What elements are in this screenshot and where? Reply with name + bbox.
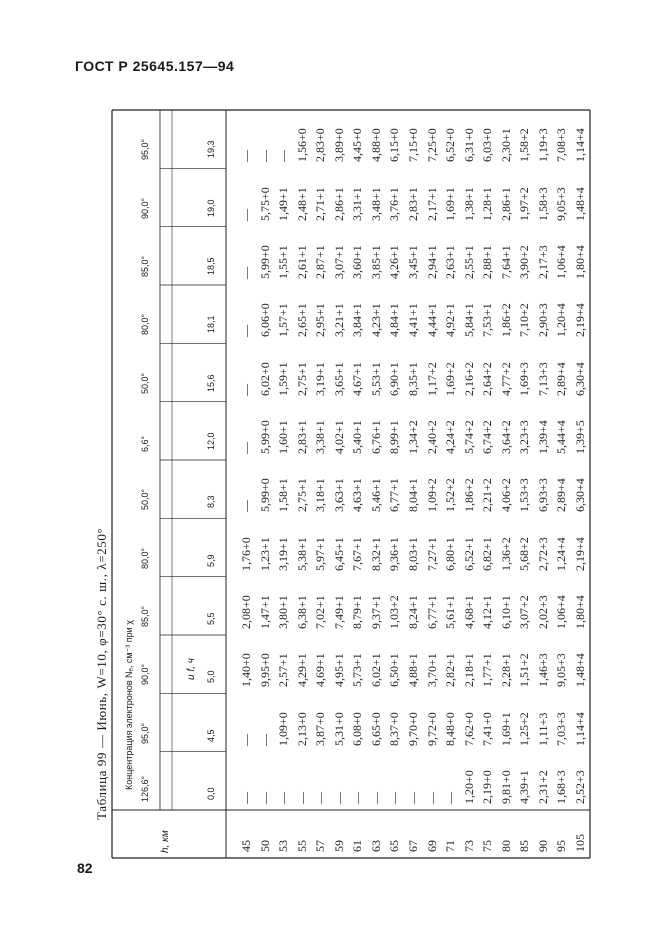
chi-value: 85,0° bbox=[140, 255, 150, 277]
table-cell: — bbox=[239, 442, 253, 454]
table-cell: 1,69+3 bbox=[517, 361, 532, 396]
table-cell: 2,40+2 bbox=[424, 420, 439, 454]
table-cell: 5,99+0 bbox=[257, 478, 272, 513]
table-cell: 1,06+4 bbox=[554, 245, 569, 279]
table-cell: 2,30+1 bbox=[498, 128, 513, 163]
table-cell: 4,68+1 bbox=[461, 595, 476, 629]
table-cell: — bbox=[331, 792, 346, 804]
table-cell: 2,83+1 bbox=[406, 186, 420, 221]
h-value: 73 bbox=[461, 840, 476, 852]
table-cell: — bbox=[424, 792, 439, 804]
table-cell: 9,05+3 bbox=[554, 653, 569, 688]
table-cell: 5,99+0 bbox=[257, 420, 272, 454]
table-cell: 5,46+1 bbox=[368, 478, 383, 513]
table-cell: 6,65+0 bbox=[368, 711, 383, 746]
table-cell: — bbox=[368, 792, 383, 804]
chi-value: 95,0° bbox=[140, 139, 150, 161]
table-cell: 6,76+1 bbox=[368, 420, 383, 454]
table-cell: 4,23+1 bbox=[368, 303, 383, 338]
table-cell: — bbox=[406, 792, 420, 804]
f-value: 19,3 bbox=[206, 140, 216, 159]
table-cell: 3,19+1 bbox=[313, 361, 328, 396]
table-cell: 7,53+1 bbox=[480, 303, 495, 338]
h-value: 53 bbox=[276, 840, 291, 852]
table-cell: 3,18+1 bbox=[313, 478, 328, 513]
table-cell: — bbox=[239, 208, 253, 221]
table-cell: 2,75+1 bbox=[294, 478, 309, 513]
table-cell: 4,84+1 bbox=[387, 303, 402, 338]
table-cell: 2,75+1 bbox=[294, 361, 309, 396]
table-cell: 6,52+1 bbox=[461, 536, 476, 571]
table-cell: 3,07+2 bbox=[517, 595, 532, 629]
table-cell: 1,11+3 bbox=[535, 712, 550, 746]
table-cell: 6,38+1 bbox=[294, 595, 309, 629]
h-value: 57 bbox=[313, 840, 328, 852]
table-cell: 6,77+1 bbox=[424, 595, 439, 629]
table-cell: 7,62+0 bbox=[461, 711, 476, 746]
table-cell: 8,03+1 bbox=[406, 536, 420, 571]
f-value: 5,9 bbox=[206, 554, 216, 567]
table-cell: — bbox=[239, 383, 253, 396]
table-caption: Таблица 99 — Июнь, W=10, φ=30° с. ш., λ=250° bbox=[94, 527, 109, 820]
table-cell: 1,55+1 bbox=[276, 245, 291, 279]
h-value: 61 bbox=[350, 840, 365, 852]
table-cell: 6,90+1 bbox=[387, 361, 402, 396]
table-cell: 8,04+1 bbox=[406, 478, 420, 513]
table-cell: 1,53+3 bbox=[517, 478, 532, 513]
table-cell: 3,63+1 bbox=[331, 478, 346, 513]
table-cell: 5,31+0 bbox=[331, 711, 346, 746]
table-cell: — bbox=[387, 792, 402, 804]
table-cell: 2,19+4 bbox=[573, 536, 587, 571]
table-cell: — bbox=[239, 267, 253, 279]
table-cell: 4,39+1 bbox=[517, 770, 532, 804]
table-cell: 9,36+1 bbox=[387, 536, 402, 571]
table-cell: 2,16+2 bbox=[461, 361, 476, 396]
table-cell: 4,29+1 bbox=[294, 653, 309, 688]
f-value: 19,0 bbox=[206, 199, 216, 217]
table-cell: 4,88+1 bbox=[406, 653, 420, 688]
table-cell: 1,52+2 bbox=[443, 478, 458, 513]
f-value: 4,5 bbox=[206, 729, 216, 742]
table-cell: 6,82+1 bbox=[480, 536, 495, 571]
table-cell: 7,67+1 bbox=[350, 536, 365, 571]
table-cell: 1,48+4 bbox=[573, 186, 587, 221]
table-cell: 2,02+3 bbox=[535, 595, 550, 629]
table-cell: 2,83+0 bbox=[313, 128, 328, 163]
table-cell: 3,38+1 bbox=[313, 420, 328, 454]
table-cell: 3,60+1 bbox=[350, 245, 365, 279]
table-cell: 3,21+1 bbox=[331, 303, 346, 338]
table-cell: 3,85+1 bbox=[368, 245, 383, 279]
table-cell: 6,77+1 bbox=[387, 478, 402, 513]
table-cell: 4,06+2 bbox=[498, 478, 513, 513]
table-cell: 2,86+1 bbox=[498, 186, 513, 221]
chi-value: 80,0° bbox=[140, 547, 150, 569]
table-cell: 2,64+2 bbox=[480, 361, 495, 396]
table-cell: 1,77+1 bbox=[480, 653, 495, 688]
table-cell: 1,59+1 bbox=[276, 361, 291, 396]
table-cell: — bbox=[239, 150, 253, 163]
table-cell: 2,88+1 bbox=[480, 245, 495, 279]
chi-value: 50,0° bbox=[140, 489, 150, 511]
table-cell: 2,18+1 bbox=[461, 653, 476, 688]
table-cell: 1,47+1 bbox=[257, 595, 272, 629]
table-cell: 5,68+2 bbox=[517, 536, 532, 571]
concentration-label: Концентрация электронов Nₑ, см⁻³ при χ bbox=[124, 620, 134, 790]
table-cell: 4,45+0 bbox=[350, 128, 365, 163]
h-value: 55 bbox=[294, 840, 309, 852]
table-cell: 2,86+1 bbox=[331, 186, 346, 221]
h-value: 67 bbox=[406, 840, 420, 852]
table-cell: — bbox=[239, 325, 253, 338]
table-cell: 6,03+0 bbox=[480, 128, 495, 163]
table-cell: 6,30+4 bbox=[573, 478, 587, 513]
h-value: 75 bbox=[480, 840, 495, 852]
table-cell: 3,64+2 bbox=[498, 420, 513, 454]
table-cell: 5,40+1 bbox=[350, 420, 365, 454]
table-cell: 2,63+1 bbox=[443, 245, 458, 279]
table-cell: 1,03+2 bbox=[387, 595, 402, 629]
table-cell: 8,24+1 bbox=[406, 595, 420, 629]
table-cell: 1,60+1 bbox=[276, 420, 291, 454]
table-cell: 4,02+1 bbox=[331, 420, 346, 454]
table-cell: 4,95+1 bbox=[331, 653, 346, 688]
table-cell: 6,52+0 bbox=[443, 128, 458, 163]
table-cell: 3,89+0 bbox=[331, 128, 346, 163]
table-cell: 2,31+2 bbox=[535, 770, 550, 804]
table-cell: 1,23+1 bbox=[257, 536, 272, 571]
table-cell: 3,84+1 bbox=[350, 303, 365, 338]
table-cell: 4,26+1 bbox=[387, 245, 402, 279]
table-cell: 4,63+1 bbox=[350, 478, 365, 513]
chi-value: 50,0° bbox=[140, 372, 150, 394]
table-cell: 8,32+1 bbox=[368, 536, 383, 571]
table-cell: 6,93+3 bbox=[535, 478, 550, 513]
table-cell: 4,77+2 bbox=[498, 361, 513, 396]
table-cell: 1,56+0 bbox=[294, 128, 309, 163]
h-value: 105 bbox=[573, 834, 587, 852]
table-cell: 1,69+2 bbox=[443, 361, 458, 396]
table-cell: 2,17+1 bbox=[424, 186, 439, 221]
table-cell: 1,20+0 bbox=[461, 770, 476, 804]
table-cell: — bbox=[257, 733, 272, 746]
table-cell: 1,19+3 bbox=[535, 128, 550, 163]
table-cell: 1,14+4 bbox=[573, 128, 587, 163]
table-cell: 2,19+4 bbox=[573, 303, 587, 338]
table-cell: — bbox=[276, 150, 291, 163]
table-cell: 4,41+1 bbox=[406, 303, 420, 338]
table-cell: — bbox=[294, 792, 309, 804]
table-cell: 1,25+2 bbox=[517, 711, 532, 746]
chi-value: 6,6° bbox=[140, 435, 150, 452]
table-cell: 1,58+2 bbox=[517, 128, 532, 163]
table-cell: 1,20+4 bbox=[554, 303, 569, 338]
table-cell: — bbox=[239, 792, 253, 804]
chi-value: 85,0° bbox=[140, 605, 150, 627]
table-cell: 2,95+1 bbox=[313, 303, 328, 338]
table-cell: 2,89+4 bbox=[554, 361, 569, 396]
h-value: 59 bbox=[331, 840, 346, 852]
table-cell: 1,09+2 bbox=[424, 478, 439, 513]
table-cell: 2,83+1 bbox=[294, 420, 309, 454]
table-cell: 3,19+1 bbox=[276, 536, 291, 571]
table-cell: 1,46+3 bbox=[535, 653, 550, 688]
table-cell: 6,02+1 bbox=[368, 653, 383, 688]
table-cell: 1,76+0 bbox=[239, 536, 253, 571]
table-cell: 6,06+0 bbox=[257, 303, 272, 338]
document-header: ГОСТ Р 25645.157—94 bbox=[75, 58, 235, 74]
table-cell: 1,39+5 bbox=[573, 420, 587, 454]
table-cell: 5,74+2 bbox=[461, 420, 476, 454]
table-cell: 7,25+0 bbox=[424, 128, 439, 163]
table-cell: — bbox=[257, 150, 272, 163]
table-cell: 6,80+1 bbox=[443, 536, 458, 571]
table-cell: 1,24+4 bbox=[554, 536, 569, 571]
table-cell: 4,67+1 bbox=[350, 361, 365, 396]
table-cell: 5,73+1 bbox=[350, 653, 365, 688]
table-cell: 1,17+2 bbox=[424, 361, 439, 396]
table-cell: 9,95+0 bbox=[257, 653, 272, 688]
table-cell: 6,30+4 bbox=[573, 361, 587, 396]
f-value: 0,0 bbox=[206, 787, 216, 800]
table-cell: 1,57+1 bbox=[276, 303, 291, 338]
table-cell: 9,70+0 bbox=[406, 711, 420, 746]
table-cell: 2,94+1 bbox=[424, 245, 439, 279]
table-cell: 1,58+1 bbox=[276, 478, 291, 513]
table-cell: 1,14+4 bbox=[573, 711, 587, 746]
table-cell: 2,87+1 bbox=[313, 245, 328, 279]
table-cell: 5,53+1 bbox=[368, 361, 383, 396]
table-cell: 7,08+3 bbox=[554, 128, 569, 163]
table-cell: 2,71+1 bbox=[313, 186, 328, 221]
h-value: 95 bbox=[554, 840, 569, 852]
table-cell: 4,92+1 bbox=[443, 303, 458, 338]
table-cell: 3,31+1 bbox=[350, 186, 365, 221]
table-cell: — bbox=[239, 500, 253, 513]
table-cell: 6,10+1 bbox=[498, 595, 513, 629]
table-cell: 1,28+1 bbox=[480, 186, 495, 221]
table-cell: 8,79+1 bbox=[350, 595, 365, 629]
table-cell: 2,65+1 bbox=[294, 303, 309, 338]
table-cell: 7,41+0 bbox=[480, 711, 495, 746]
f-value: 18,5 bbox=[206, 257, 216, 275]
table-cell: 3,70+1 bbox=[424, 653, 439, 688]
h-value: 63 bbox=[368, 840, 383, 852]
table-cell: 1,36+2 bbox=[498, 536, 513, 571]
table-cell: 1,86+2 bbox=[461, 478, 476, 513]
table-cell: 1,69+1 bbox=[443, 186, 458, 221]
table-cell: 1,80+4 bbox=[573, 245, 587, 279]
table-cell: 3,76+1 bbox=[387, 186, 402, 221]
h-value: 65 bbox=[387, 840, 402, 852]
chi-value: 95,0° bbox=[140, 722, 150, 744]
table-cell: 5,38+1 bbox=[294, 536, 309, 571]
f-value: 15,6 bbox=[206, 374, 216, 392]
table-cell: 1,06+4 bbox=[554, 595, 569, 629]
table-cell: 7,27+1 bbox=[424, 536, 439, 571]
table-cell: 8,37+0 bbox=[387, 711, 402, 746]
table-cell: 4,12+1 bbox=[480, 595, 495, 629]
table-cell: 1,69+1 bbox=[498, 711, 513, 746]
h-value: 80 bbox=[498, 840, 513, 852]
table-cell: 2,21+2 bbox=[480, 478, 495, 513]
table-cell: 1,38+1 bbox=[461, 186, 476, 221]
table-cell: 3,87+0 bbox=[313, 711, 328, 746]
table-cell: 4,24+2 bbox=[443, 420, 458, 454]
table-cell: 3,65+1 bbox=[331, 361, 346, 396]
h-value: 71 bbox=[443, 840, 458, 852]
table-cell: 5,97+1 bbox=[313, 536, 328, 571]
table-cell: — bbox=[313, 792, 328, 804]
table-cell: 3,45+1 bbox=[406, 245, 420, 279]
table-cell: 2,72+3 bbox=[535, 536, 550, 571]
h-column-label: h, км bbox=[160, 830, 171, 853]
table-cell: 8,35+1 bbox=[406, 361, 420, 396]
table-cell: 5,61+1 bbox=[443, 595, 458, 629]
table-cell: 6,50+1 bbox=[387, 653, 402, 688]
f-value: 5,5 bbox=[206, 612, 216, 625]
table-cell: 1,51+2 bbox=[517, 653, 532, 688]
table-cell: 1,80+4 bbox=[573, 595, 587, 629]
table-cell: 2,08+0 bbox=[239, 595, 253, 629]
h-value: 85 bbox=[517, 840, 532, 852]
table-cell: 9,37+1 bbox=[368, 595, 383, 629]
h-value: 45 bbox=[239, 840, 253, 852]
table-cell: 7,49+1 bbox=[331, 595, 346, 629]
h-value: 50 bbox=[257, 840, 272, 852]
table-cell: 2,55+1 bbox=[461, 245, 476, 279]
f-value: 8,3 bbox=[206, 495, 216, 509]
table-cell: 2,19+0 bbox=[480, 770, 495, 804]
table-cell: 7,15+0 bbox=[406, 128, 420, 163]
table-cell: 7,13+3 bbox=[535, 361, 550, 396]
h-value: 90 bbox=[535, 840, 550, 852]
chi-value: 126,6° bbox=[140, 775, 150, 802]
table-cell: — bbox=[257, 792, 272, 804]
table-cell: 6,31+0 bbox=[461, 128, 476, 163]
table-cell: 1,48+4 bbox=[573, 653, 587, 688]
table-cell: 3,23+3 bbox=[517, 420, 532, 454]
table-cell: 1,39+4 bbox=[535, 420, 550, 454]
table-cell: 2,17+3 bbox=[535, 245, 550, 279]
table-cell: 7,03+3 bbox=[554, 711, 569, 746]
table-cell: 6,45+1 bbox=[331, 536, 346, 571]
f-value: 12,0 bbox=[206, 432, 216, 450]
table-cell: 2,82+1 bbox=[443, 653, 458, 688]
chi-value: 80,0° bbox=[140, 314, 150, 336]
table-cell: 7,10+2 bbox=[517, 303, 532, 338]
table-cell: 3,07+1 bbox=[331, 245, 346, 279]
table-cell: 5,99+0 bbox=[257, 245, 272, 279]
table-cell: — bbox=[443, 792, 458, 804]
table-cell: 7,64+1 bbox=[498, 245, 513, 279]
table-cell: 1,97+2 bbox=[517, 186, 532, 221]
chi-value: 90,0° bbox=[140, 664, 150, 686]
table-cell: 3,48+1 bbox=[368, 186, 383, 221]
f-value: 18,1 bbox=[206, 315, 216, 334]
chi-value: 90,0° bbox=[140, 197, 150, 219]
table-cell: 1,09+0 bbox=[276, 711, 291, 746]
f-value: 5,0 bbox=[206, 670, 216, 684]
table-cell: 2,57+1 bbox=[276, 653, 291, 688]
h-value: 69 bbox=[424, 840, 439, 852]
table-cell: 2,48+1 bbox=[294, 186, 309, 221]
table-cell: 2,28+1 bbox=[498, 653, 513, 688]
table-cell: 3,80+1 bbox=[276, 595, 291, 629]
table-cell: 2,52+3 bbox=[573, 770, 587, 804]
table-cell: 1,40+0 bbox=[239, 653, 253, 688]
table-cell: 2,90+3 bbox=[535, 303, 550, 338]
table-cell: 9,81+0 bbox=[498, 770, 513, 804]
table-cell: 5,75+0 bbox=[257, 186, 272, 221]
table-cell: 6,15+0 bbox=[387, 128, 402, 163]
table-cell: 8,48+0 bbox=[443, 711, 458, 746]
table-cell: 6,08+0 bbox=[350, 711, 365, 746]
table-cell: 3,90+2 bbox=[517, 245, 532, 279]
table-cell: 6,74+2 bbox=[480, 420, 495, 454]
table-cell: 4,69+1 bbox=[313, 653, 328, 688]
table-cell: 4,44+1 bbox=[424, 303, 439, 338]
table-cell: — bbox=[276, 792, 291, 804]
table-cell: 9,72+0 bbox=[424, 711, 439, 746]
table-cell: 8,99+1 bbox=[387, 420, 402, 454]
table-cell: 5,44+4 bbox=[554, 420, 569, 454]
table-cell: 2,61+1 bbox=[294, 245, 309, 279]
table-cell: 7,02+1 bbox=[313, 595, 328, 629]
table-cell: 2,13+0 bbox=[294, 711, 309, 746]
table-cell: 1,34+2 bbox=[406, 420, 420, 454]
table-cell: — bbox=[239, 733, 253, 746]
table-cell: 1,68+3 bbox=[554, 770, 569, 804]
page-number: 82 bbox=[77, 860, 93, 876]
table-cell: 1,58+3 bbox=[535, 186, 550, 221]
table-cell: 5,84+1 bbox=[461, 303, 476, 338]
table-cell: 6,02+0 bbox=[257, 361, 272, 396]
table-cell: 2,89+4 bbox=[554, 478, 569, 513]
table-cell: 1,86+2 bbox=[498, 303, 513, 338]
table-cell: 9,05+3 bbox=[554, 186, 569, 221]
table-cell: 1,49+1 bbox=[276, 186, 291, 221]
table-cell: 4,88+0 bbox=[368, 128, 383, 163]
f-label: и f, ч bbox=[186, 658, 197, 680]
table-cell: — bbox=[350, 792, 365, 804]
